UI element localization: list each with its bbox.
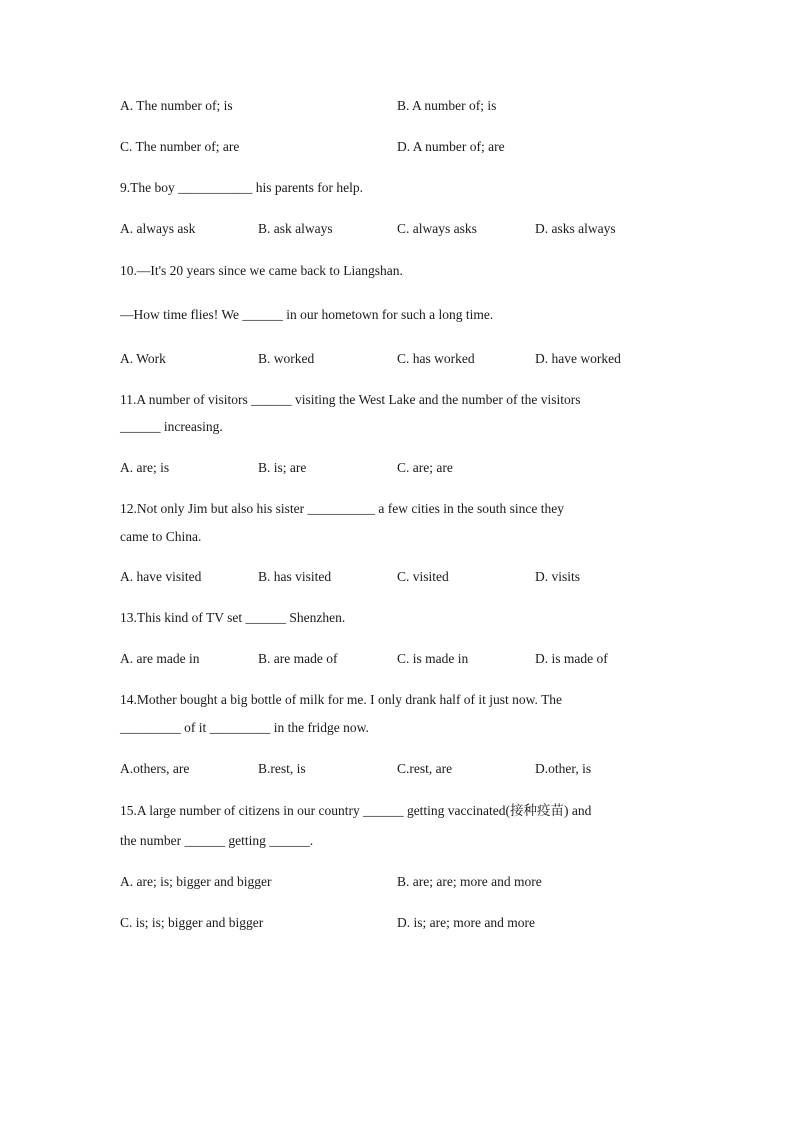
q15-option-d: D. is; are; more and more [397,915,535,930]
q8-option-d: D. A number of; are [397,139,505,154]
q10-option-d: D. have worked [535,351,621,366]
q11-stem-line2: ______ increasing. [120,419,223,434]
q13-stem: 13.This kind of TV set ______ Shenzhen. [120,610,346,625]
q13-option-c: C. is made in [397,651,469,666]
q14-option-a: A.others, are [120,761,190,776]
q13-option-a: A. are made in [120,651,200,666]
q9-option-a: A. always ask [120,221,196,236]
q9-option-c: C. always asks [397,221,477,236]
q12-option-c: C. visited [397,569,449,584]
q11-option-b: B. is; are [258,460,307,475]
q9-stem: 9.The boy ___________ his parents for help. [120,180,363,195]
q12-option-d: D. visits [535,569,581,584]
q8-option-a: A. The number of; is [120,98,233,113]
q13-option-b: B. are made of [258,651,338,666]
q8-option-c: C. The number of; are [120,139,240,154]
q11-stem-line1: 11.A number of visitors ______ visiting the West Lake and the number of the visitors [120,392,581,407]
q12-option-a: A. have visited [120,569,202,584]
q9-option-b: B. ask always [258,221,333,236]
q15-stem-line2: the number ______ getting ______. [120,833,314,848]
q15-option-a: A. are; is; bigger and bigger [120,874,272,889]
q11-option-a: A. are; is [120,460,170,475]
q13-option-d: D. is made of [535,651,608,666]
q9-option-d: D. asks always [535,221,616,236]
q15-stem-line1: 15.A large number of citizens in our country ______ getting vaccinated(接种疫苗) and [120,803,592,818]
q10-stem-line1: 10.—It's 20 years since we came back to Liangshan. [120,263,403,278]
q10-option-c: C. has worked [397,351,475,366]
q14-option-c: C.rest, are [397,761,453,776]
q12-option-b: B. has visited [258,569,332,584]
q12-stem-line2: came to China. [120,529,202,544]
q10-stem-line2: —How time flies! We ______ in our hometown for such a long time. [120,307,494,322]
q14-option-b: B.rest, is [258,761,306,776]
q15-option-b: B. are; are; more and more [397,874,542,889]
q10-option-a: A. Work [120,351,166,366]
q14-stem-line2: _________ of it _________ in the fridge now. [120,720,369,735]
q10-option-b: B. worked [258,351,315,366]
q11-option-c: C. are; are [397,460,453,475]
q14-option-d: D.other, is [535,761,592,776]
q8-option-b: B. A number of; is [397,98,497,113]
q12-stem-line1: 12.Not only Jim but also his sister __________ a few cities in the south since they [120,501,564,516]
q15-option-c: C. is; is; bigger and bigger [120,915,264,930]
q14-stem-line1: 14.Mother bought a big bottle of milk for me. I only drank half of it just now. The [120,692,563,707]
